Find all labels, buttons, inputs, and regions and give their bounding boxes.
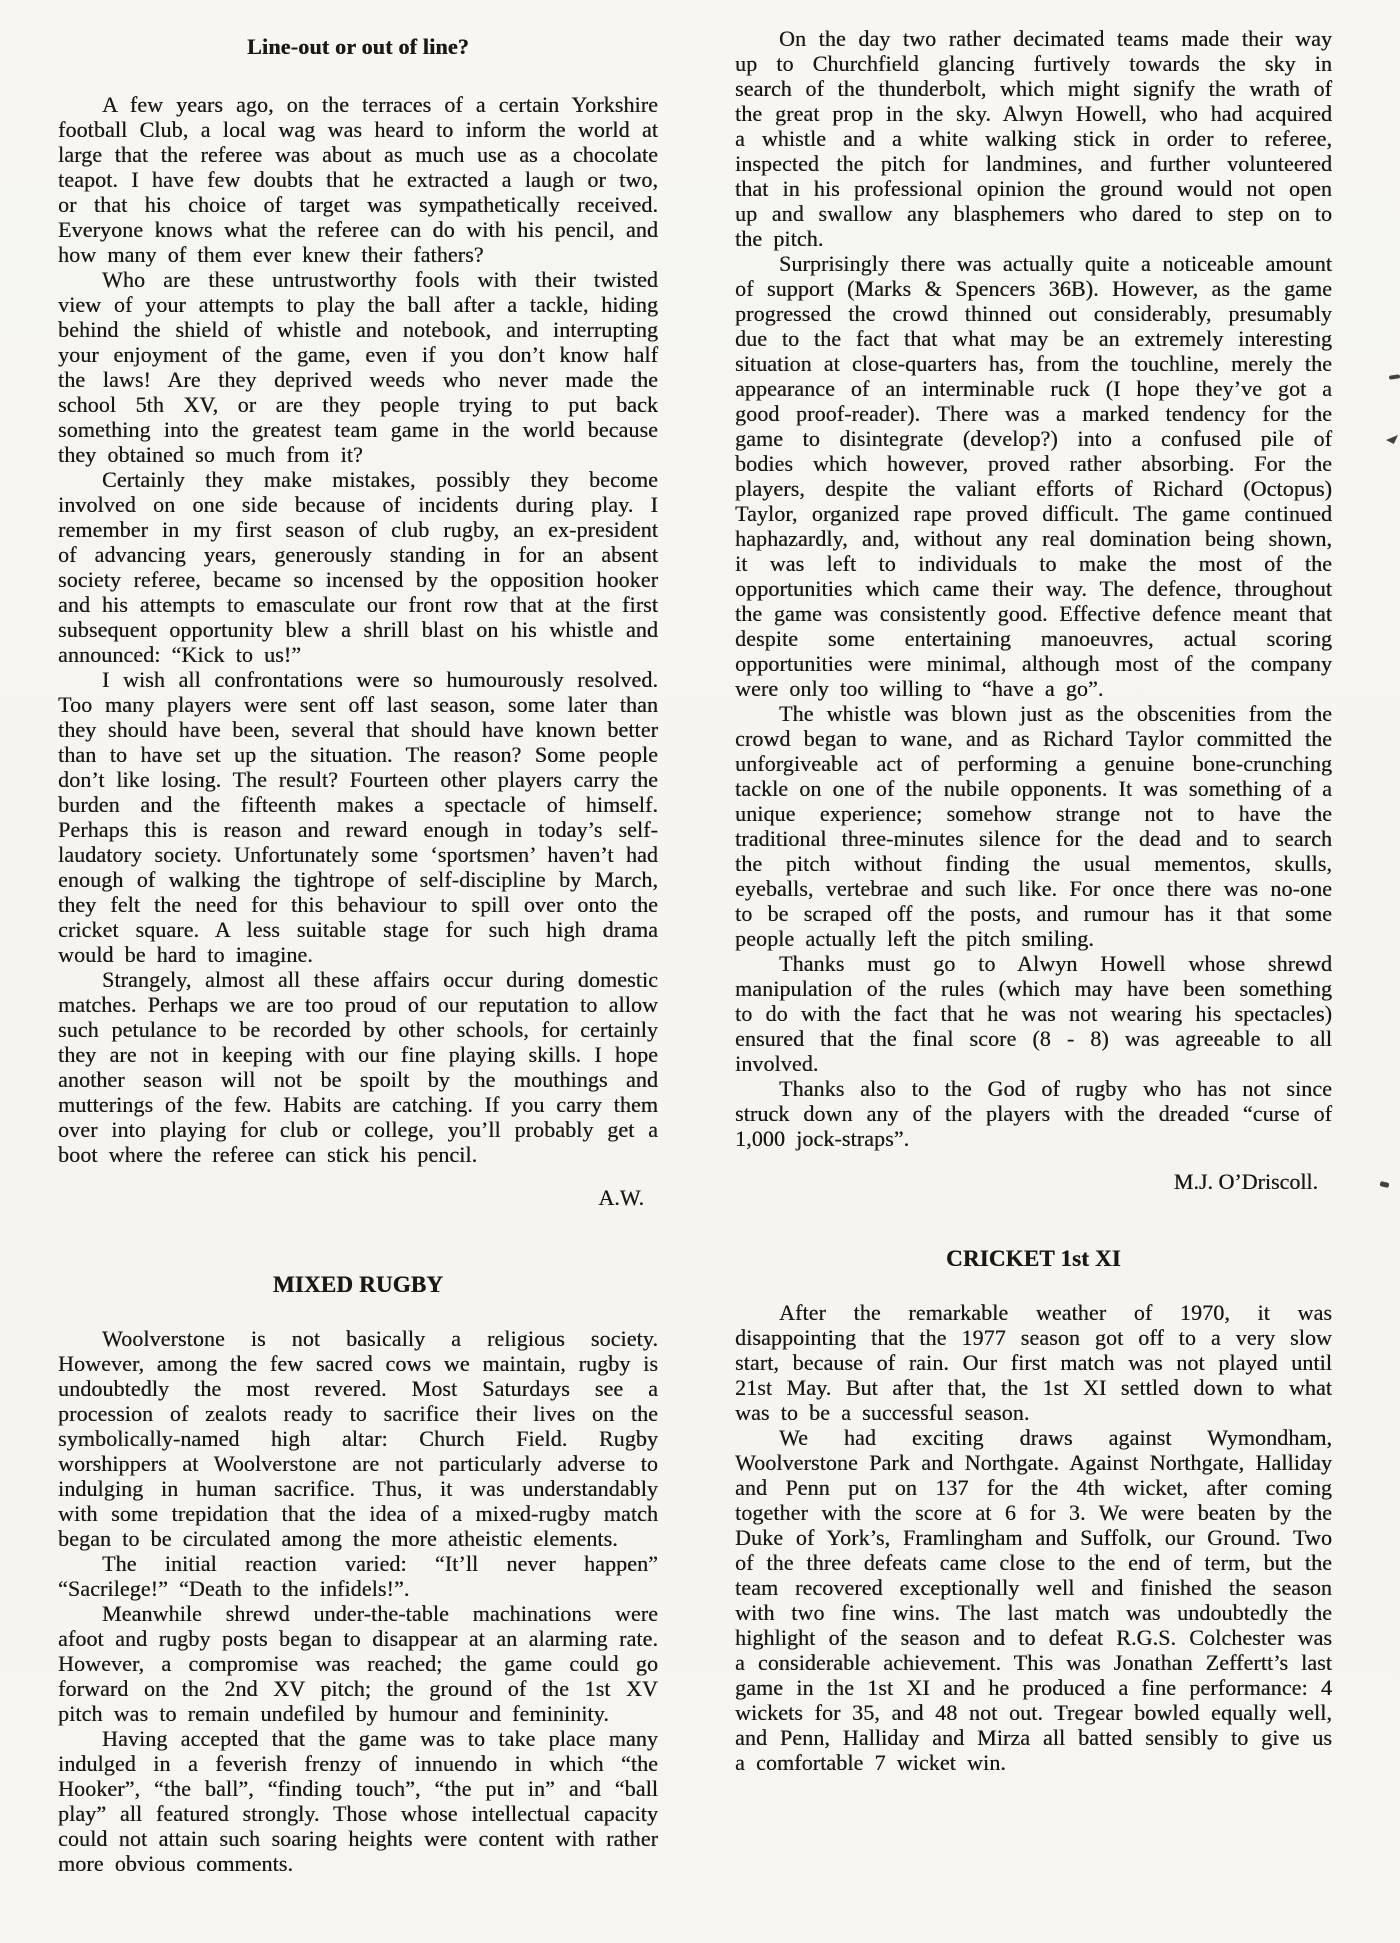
paragraph: The whistle was blown just as the obscenities from the crowd began to wane, and as Richard Taylor committed the unforgiveable act of performing a genuine bone-crunching tackle on one of the nubile opponents. It was something of a unique experience; somehow strange not to have the traditional three-minutes silence for the dead and to search the pitch without finding the usual mementos, skulls, eyeballs, vertebrae and such like. For once there was no-one to be scraped off the posts, and rumour has it that some people actually left the pitch smiling. — [735, 701, 1332, 951]
author-signature: A.W. — [598, 1185, 644, 1210]
paragraph: We had exciting draws against Wymondham, Woolverstone Park and Northgate. Against Northgate, Halliday and Penn put on 137 for the 4th wicket, after coming together with the score at 6 for 3. We were beaten by the Duke of York’s, Framlingham and Suffolk, our Ground. Two of the three defeats came close to the end of term, but the team recovered exceptionally well and finished the season with two fine wins. The last match was undoubtedly the highlight of the season and to defeat R.G.S. Colchester was a considerable achievement. This was Jonathan Zeffertt’s last game in the 1st XI and he produced a fine performance: 4 wickets for 35, and 48 not out. Tregear bowled equally well, and Penn, Halliday and Mirza all batted sensibly to give us a comfortable 7 wicket win. — [735, 1425, 1332, 1775]
paragraph: Certainly they make mistakes, possibly they become involved on one side because of incidents during play. I remember in my first season of club rugby, an ex-president of advancing years, generously standing in for an absent society referee, became so incensed by the opposition hooker and his attempts to emasculate our front row that at the first subsequent opportunity blew a shrill blast on his whistle and announced: “Kick to us!” — [58, 467, 658, 667]
paragraph: On the day two rather decimated teams made their way up to Churchfield glancing furtively towards the sky in search of the thunderbolt, which might signify the wrath of the great prop in the sky. Alwyn Howell, who had acquired a whistle and a white walking stick in order to referee, inspected the pitch for landmines, and further volunteered that in his professional opinion the ground would not open up and swallow any blasphemers who dared to step on to the pitch. — [735, 26, 1332, 251]
author-signature: M.J. O’Driscoll. — [1173, 1169, 1318, 1194]
paragraph: Strangely, almost all these affairs occur during domestic matches. Perhaps we are too proud of our reputation to allow such petulance to be recorded by other schools, for certainly they are not in keeping with our fine playing skills. I hope another season will not be spoilt by the mouthings and mutterings of the few. Habits are catching. If you carry them over into playing for club or college, you’ll probably get a boot where the referee can stick his pencil. — [58, 967, 658, 1167]
paragraph: Meanwhile shrewd under-the-table machinations were afoot and rugby posts began to disappear at an alarming rate. However, a compromise was reached; the game could go forward on the 2nd XV pitch; the ground of the 1st XV pitch was to remain undefiled by humour and femininity. — [58, 1601, 658, 1726]
paragraph: Surprisingly there was actually quite a noticeable amount of support (Marks & Spencers 36B). However, as the game progressed the crowd thinned out considerably, presumably due to the fact that what may be an extremely interesting situation at close-quarters has, from the touchline, merely the appearance of an interminable ruck (I hope they’ve got a good proof-reader). There was a marked tendency for the game to disintegrate (develop?) into a confused pile of bodies which however, proved rather absorbing. For the players, despite the valiant efforts of Richard (Octopus) Taylor, organized rape proved difficult. The game continued haphazardly, and, without any real domination being shown, it was left to individuals to make the most of the opportunities which came their way. The defence, throughout the game was consistently good. Effective defence meant that despite some entertaining manoeuvres, actual scoring opportunities were minimal, although most of the company were only too willing to “have a go”. — [735, 251, 1332, 701]
paragraph: Having accepted that the game was to take place many indulged in a feverish frenzy of innuendo in which “the Hooker”, “the ball”, “finding touch”, “the put in” and “ball play” all featured strongly. Those whose intellectual capacity could not attain such soaring heights were content with rather more obvious comments. — [58, 1726, 658, 1876]
article-mixed-rugby — [58, 1272, 658, 1876]
paragraph: The initial reaction varied: “It’ll never happen” “Sacrilege!” “Death to the infidels!”. — [58, 1551, 658, 1601]
article-title: MIXED RUGBY — [272, 1272, 444, 1297]
scan-mark — [1389, 374, 1400, 379]
article-lineout-or-out-of-line — [58, 34, 658, 1211]
paragraph: Woolverstone is not basically a religious society. However, among the few sacred cows we maintain, rugby is undoubtedly the most revered. Most Saturdays see a procession of zealots ready to sacrifice their lives on the symbolically-named high altar: Church Field. Rugby worshippers at Woolverstone are not particularly adverse to indulging in human sacrifice. Thus, it was understandably with some trepidation that the idea of a mixed-rugby match began to be circulated among the more atheistic elements. — [58, 1326, 658, 1551]
paragraph: Thanks must go to Alwyn Howell whose shrewd manipulation of the rules (which may have been something to do with the fact that he was not wearing his spectacles) ensured that the final score (8 - 8) was agreeable to all involved. — [735, 951, 1332, 1076]
article-cricket-1st-xi — [735, 1246, 1332, 1775]
paragraph: Who are these untrustworthy fools with their twisted view of your attempts to play the ball after a tackle, hiding behind the shield of whistle and notebook, and interrupting your enjoyment of the game, even if you don’t know half the laws! Are they deprived weeds who never made the school 5th XV, or are they people trying to put back something into the greatest team game in the world because they obtained so much from it? — [58, 267, 658, 467]
article-title: CRICKET 1st XI — [946, 1246, 1121, 1271]
article-mixed-rugby-match-report — [735, 26, 1332, 1195]
scan-mark — [1386, 435, 1398, 444]
article-title: Line-out or out of line? — [247, 34, 469, 59]
paragraph: I wish all confrontations were so humourously resolved. Too many players were sent off last season, some later than they should have been, several that should have known better than to have set up the situation. The reason? Some people don’t like losing. The result? Fourteen other players carry the burden and the fifteenth makes a spectacle of himself. Perhaps this is reason and reward enough in today’s self-laudatory society. Unfortunately some ‘sportsmen’ haven’t had enough of walking the tightrope of self-discipline by March, they felt the need for this behaviour to spill over onto the cricket square. A less suitable stage for such high drama would be hard to imagine. — [58, 667, 658, 967]
paragraph: After the remarkable weather of 1970, it was disappointing that the 1977 season got off to a very slow start, because of rain. Our first match was not played until 21st May. But after that, the 1st XI settled down to what was to be a successful season. — [735, 1300, 1332, 1425]
scan-mark — [1380, 1181, 1390, 1188]
paragraph: A few years ago, on the terraces of a certain Yorkshire football Club, a local wag was heard to inform the world at large that the referee was about as much use as a chocolate teapot. I have few doubts that he extracted a laugh or two, or that his choice of target was sympathetically received. Everyone knows what the referee can do with his pencil, and how many of them ever knew their fathers? — [58, 92, 658, 267]
paragraph: Thanks also to the God of rugby who has not since struck down any of the players with the dreaded “curse of 1,000 jock-straps”. — [735, 1076, 1332, 1151]
